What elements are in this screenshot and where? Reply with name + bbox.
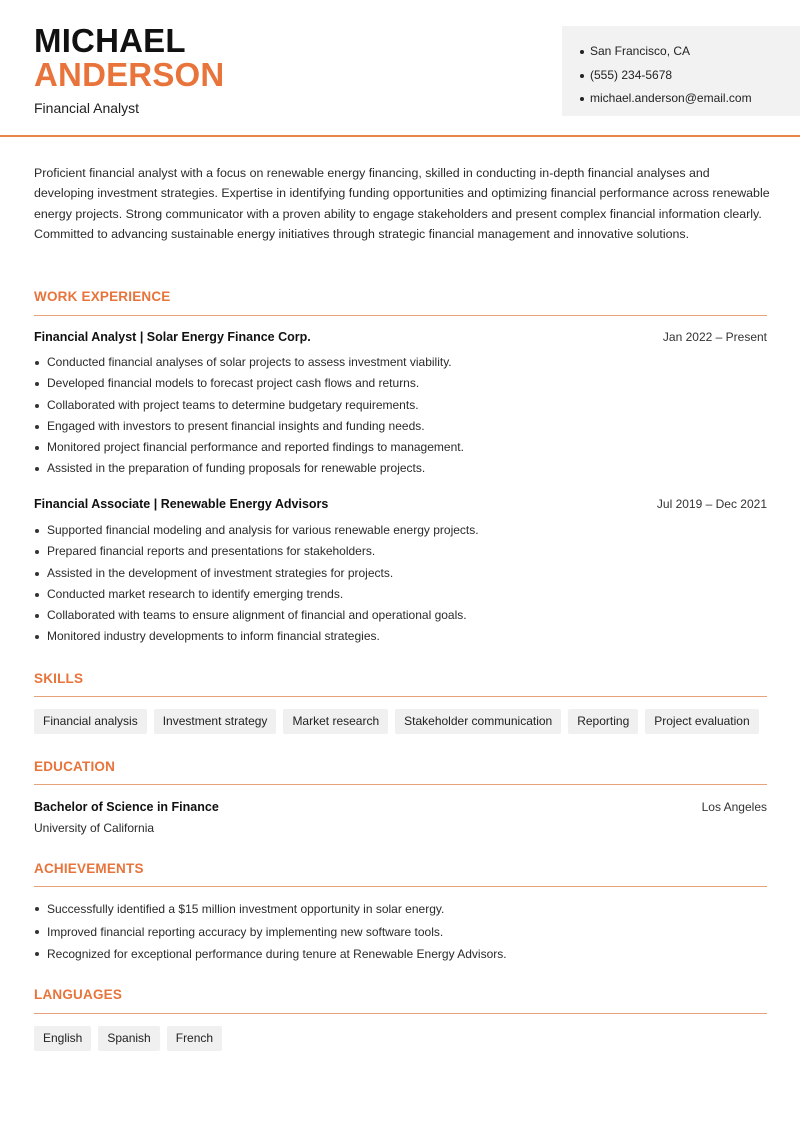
- skill-tag: Stakeholder communication: [395, 709, 561, 734]
- list-item: Collaborated with teams to ensure alignment of financial and operational goals.: [34, 605, 767, 626]
- job-dates: Jan 2022 – Present: [662, 330, 767, 344]
- contact-box: [562, 26, 800, 116]
- section-divider: [34, 784, 767, 785]
- languages-heading: LANGUAGES: [34, 987, 123, 1002]
- work-experience-heading: WORK EXPERIENCE: [34, 289, 171, 304]
- contact-list: [580, 40, 800, 111]
- list-item: Supported financial modeling and analysis for various renewable energy projects.: [34, 520, 767, 541]
- language-tag: English: [34, 1026, 91, 1051]
- list-item: Engaged with investors to present financial insights and funding needs.: [34, 416, 767, 437]
- degree: Bachelor of Science in Finance: [34, 800, 219, 814]
- skill-tag: Project evaluation: [645, 709, 758, 734]
- list-item: Assisted in the preparation of funding proposals for renewable projects.: [34, 458, 767, 479]
- professional-summary: Proficient financial analyst with a focus on renewable energy financing, skilled in conducting in-depth financial analyses and developing investment strategies. Expertise in identifying funding opportunities and optimizing financial performance across renewable energy projects. Strong communicator with a proven ability to engage stakeholders and present complex financial information clearly. Committed to advancing sustainable energy initiatives through strategic financial management and innovative solutions.: [34, 166, 770, 242]
- list-item: Developed financial models to forecast project cash flows and returns.: [34, 373, 767, 394]
- list-item: Recognized for exceptional performance during tenure at Renewable Energy Advisors.: [34, 943, 767, 966]
- education-heading: EDUCATION: [34, 759, 116, 774]
- skill-tag: Financial analysis: [34, 709, 147, 734]
- section-divider: [34, 886, 767, 887]
- job-header: [34, 330, 767, 344]
- job-dates: Jul 2019 – Dec 2021: [656, 497, 767, 511]
- education-entry: [34, 800, 767, 814]
- school-name: University of California: [34, 821, 155, 835]
- list-item: Conducted market research to identify emerging trends.: [34, 584, 767, 605]
- language-tag: Spanish: [98, 1026, 159, 1051]
- contact-location: San Francisco, CA: [580, 40, 800, 64]
- job-bullets: [34, 352, 767, 480]
- resume-header: [0, 0, 800, 137]
- list-item: Monitored project financial performance and reported findings to management.: [34, 437, 767, 458]
- list-item: Successfully identified a $15 million investment opportunity in solar energy.: [34, 898, 767, 921]
- language-tag: French: [167, 1026, 222, 1051]
- skills-list: [34, 709, 759, 734]
- last-name: ANDERSON: [34, 56, 225, 93]
- list-item: Collaborated with project teams to determine budgetary requirements.: [34, 395, 767, 416]
- skill-tag: Investment strategy: [154, 709, 277, 734]
- achievements-list: [34, 898, 767, 966]
- job-title: Financial Analyst: [34, 100, 140, 116]
- job-role: Financial Associate | Renewable Energy Advisors: [34, 497, 329, 511]
- job-bullets: [34, 520, 767, 648]
- list-item: Improved financial reporting accuracy by implementing new software tools.: [34, 921, 767, 944]
- first-name: MICHAEL: [34, 22, 186, 59]
- skill-tag: Reporting: [568, 709, 638, 734]
- list-item: Prepared financial reports and presentations for stakeholders.: [34, 541, 767, 562]
- skills-heading: SKILLS: [34, 671, 84, 686]
- section-divider: [34, 1013, 767, 1014]
- section-divider: [34, 696, 767, 697]
- job-header: [34, 497, 767, 511]
- achievements-heading: ACHIEVEMENTS: [34, 861, 144, 876]
- skill-tag: Market research: [283, 709, 388, 734]
- contact-email: michael.anderson@email.com: [580, 87, 800, 111]
- list-item: Conducted financial analyses of solar projects to assess investment viability.: [34, 352, 767, 373]
- job-role: Financial Analyst | Solar Energy Finance Corp.: [34, 330, 311, 344]
- languages-list: [34, 1026, 222, 1051]
- education-location: Los Angeles: [701, 800, 767, 814]
- list-item: Assisted in the development of investment strategies for projects.: [34, 563, 767, 584]
- list-item: Monitored industry developments to inform financial strategies.: [34, 626, 767, 647]
- section-divider: [34, 315, 767, 316]
- contact-phone: (555) 234-5678: [580, 64, 800, 88]
